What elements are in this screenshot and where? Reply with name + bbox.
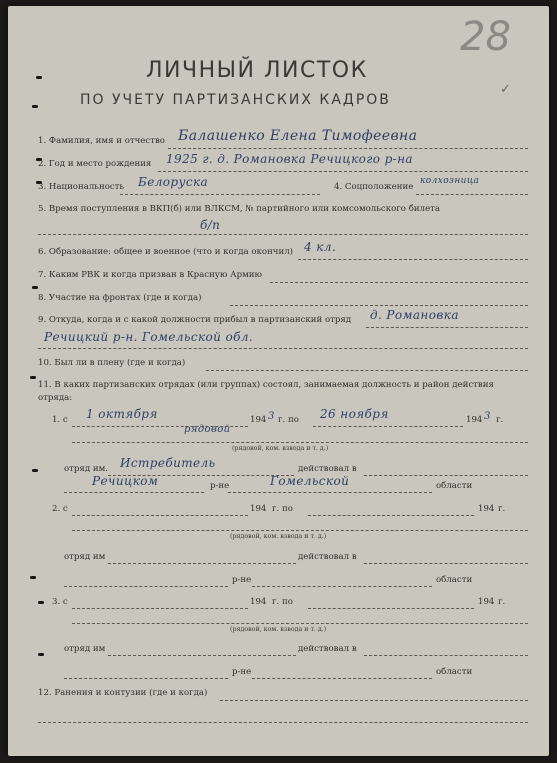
period-1-region: Гомельской	[270, 474, 350, 488]
field-5-label: 5. Время поступления в ВКП(б) или ВЛКСМ, № партийного или комсомольского билета	[38, 204, 441, 214]
document-subtitle: ПО УЧЕТУ ПАРТИЗАНСКИХ КАДРОВ	[80, 92, 391, 108]
period-2-year-to: 194	[478, 504, 495, 514]
period-1-acted-label: действовал в	[298, 464, 357, 474]
field-line	[38, 722, 528, 723]
check-mark: ✓	[500, 82, 511, 97]
field-line	[298, 259, 528, 260]
field-line	[158, 171, 528, 172]
period-1-number: 1. с	[52, 415, 68, 425]
field-3-label: 3. Национальность	[38, 182, 125, 192]
document-sheet	[8, 6, 549, 756]
field-line	[308, 608, 474, 609]
period-1-year-from: 194	[250, 415, 267, 425]
period-3-year-to: 194	[478, 597, 495, 607]
field-line	[108, 655, 296, 656]
field-line	[308, 515, 474, 516]
period-1-district: Речицком	[92, 474, 159, 488]
period-1-region-label: области	[436, 481, 473, 491]
period-2-district-label: р-не	[232, 575, 252, 585]
field-9-value: д. Романовка	[370, 308, 459, 322]
binder-hole	[38, 653, 44, 656]
field-9-label: 9. Откуда, когда и с какой должности прибыл в партизанский отряд	[38, 315, 352, 325]
period-1-year-suffix: г.	[496, 415, 504, 425]
field-line	[64, 492, 204, 493]
document-title: ЛИЧНЫЙ ЛИСТОК	[146, 58, 368, 83]
binder-hole	[38, 601, 44, 604]
field-line	[64, 586, 228, 587]
period-1-district-label: р-не	[210, 481, 230, 491]
binder-hole	[32, 105, 38, 108]
field-line	[416, 194, 528, 195]
field-line	[72, 530, 528, 531]
field-line	[220, 700, 528, 701]
period-2-year-suffix: г.	[498, 504, 506, 514]
field-line	[252, 586, 432, 587]
field-line	[230, 305, 528, 306]
period-2-to-label: г. по	[272, 504, 293, 514]
field-line	[72, 608, 248, 609]
field-line	[38, 348, 528, 349]
period-2-unit-label: отряд им	[64, 552, 106, 562]
period-2-region-label: области	[436, 575, 473, 585]
period-2-acted-label: действовал в	[298, 552, 357, 562]
field-12-label: 12. Ранения и контузии (где и когда)	[38, 688, 208, 698]
period-2-number: 2. с	[52, 504, 68, 514]
period-3-district-label: р-не	[232, 667, 252, 677]
period-1-to: 26 ноября	[320, 407, 389, 421]
field-11-label: 11. В каких партизанских отрядах (или группах) состоял, занимаемая должность и район действия	[38, 380, 494, 390]
field-4-label: 4. Соцположение	[334, 182, 414, 192]
field-1-value: Балашенко Елена Тимофеевна	[178, 128, 418, 144]
period-1-from: 1 октября	[86, 407, 158, 421]
period-3-year-from: 194	[250, 597, 267, 607]
field-line	[270, 282, 528, 283]
field-4-value: колхозница	[420, 176, 480, 186]
period-3-unit-label: отряд им	[64, 644, 106, 654]
field-2-value: 1925 г. д. Романовка Речицкого р-на	[166, 152, 413, 166]
field-line	[206, 370, 528, 371]
field-line	[64, 678, 228, 679]
field-1-label: 1. Фамилия, имя и отчество	[38, 136, 165, 146]
field-6-label: 6. Образование: общее и военное (что и когда окончил)	[38, 247, 294, 257]
field-line	[72, 623, 528, 624]
period-3-to-label: г. по	[272, 597, 293, 607]
field-line	[72, 442, 528, 443]
field-line	[72, 515, 248, 516]
field-9-value-continued: Речицкий р-н. Гомельской обл.	[44, 330, 254, 344]
period-1-to-label: г. по	[278, 415, 299, 425]
period-1-rank-caption: (рядовой, ком. взвода и т. д.)	[232, 445, 329, 452]
period-1-unit-label: отряд им.	[64, 464, 109, 474]
binder-hole	[36, 76, 42, 79]
field-5-value: б/п	[200, 218, 221, 232]
period-1-rank: рядовой	[184, 424, 231, 435]
period-2-rank-caption: (рядовой, ком. взвода и т. д.)	[230, 533, 327, 540]
field-line	[38, 234, 528, 235]
field-10-label: 10. Был ли в плену (где и когда)	[38, 358, 186, 368]
period-1-year-to-digit: 3	[484, 411, 491, 422]
page-number: 28	[460, 14, 511, 60]
field-6-value: 4 кл.	[304, 240, 337, 254]
period-3-region-label: области	[436, 667, 473, 677]
period-3-rank-caption: (рядовой, ком. взвода и т. д.)	[230, 626, 327, 633]
field-3-value: Белоруска	[138, 175, 209, 189]
field-8-label: 8. Участие на фронтах (где и когда)	[38, 293, 202, 303]
period-3-number: 3. с	[52, 597, 68, 607]
field-line	[108, 563, 296, 564]
field-line	[228, 492, 432, 493]
period-2-year-from: 194	[250, 504, 267, 514]
binder-hole	[30, 576, 36, 579]
field-line	[364, 655, 528, 656]
period-1-year-to: 194	[466, 415, 483, 425]
field-line	[168, 148, 528, 149]
field-line	[120, 194, 320, 195]
field-line	[364, 475, 528, 476]
field-2-label: 2. Год и место рождения	[38, 159, 152, 169]
field-11-label-continued: отряда:	[38, 393, 73, 403]
field-line	[364, 563, 528, 564]
period-1-year-from-digit: 3	[268, 411, 275, 422]
period-1-unit: Истребитель	[120, 456, 216, 470]
field-line	[252, 678, 432, 679]
period-3-year-suffix: г.	[498, 597, 506, 607]
field-line	[313, 426, 463, 427]
binder-hole	[30, 376, 36, 379]
period-3-acted-label: действовал в	[298, 644, 357, 654]
binder-hole	[32, 286, 38, 289]
binder-hole	[32, 469, 38, 472]
field-line	[366, 327, 528, 328]
field-7-label: 7. Каким РВК и когда призван в Красную Армию	[38, 270, 262, 280]
